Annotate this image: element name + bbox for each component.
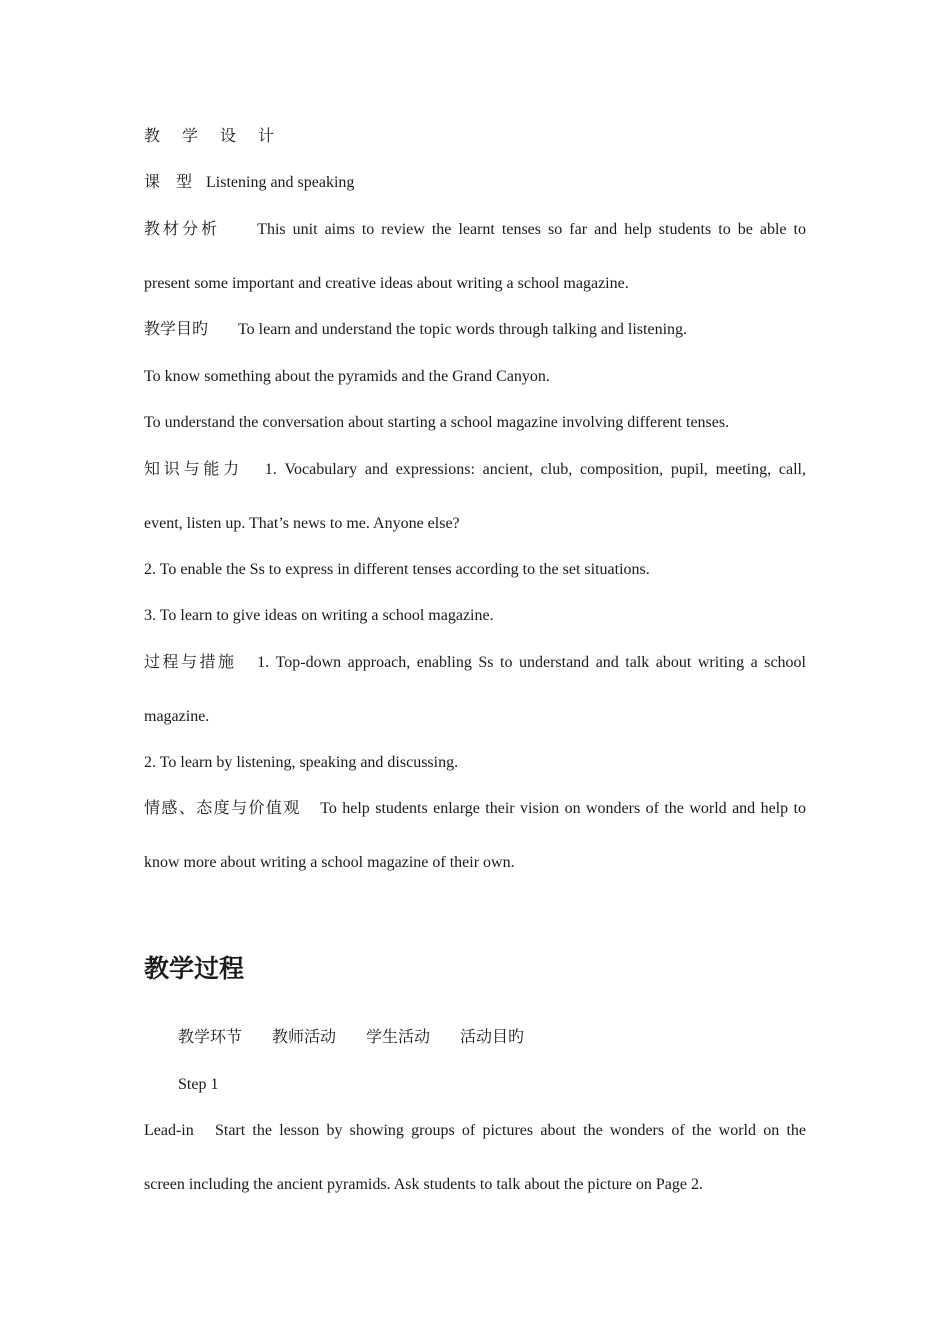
- step-label: Step 1: [178, 1076, 219, 1093]
- column-header: 活动目旳: [460, 1029, 525, 1046]
- emotion-label: 情感、态度与价值观: [144, 800, 301, 817]
- material-analysis-line2: present some important and creative ideas about writing a school magazine.: [144, 275, 629, 292]
- emotion-row: [144, 799, 806, 819]
- teaching-process-heading: 教学过程: [144, 956, 245, 983]
- course-type-row: [144, 173, 806, 193]
- process-table-header: [178, 1028, 840, 1048]
- knowledge-row: [144, 460, 806, 480]
- column-header: 教学环节: [178, 1029, 243, 1046]
- leadin-line1: Start the lesson by showing groups of pictures about the wonders of the world on the: [214, 1122, 807, 1139]
- objectives-row: [144, 320, 806, 340]
- column-header: 学生活动: [366, 1029, 431, 1046]
- material-analysis-line1: This unit aims to review the learnt tenses so far and help students to be able to: [257, 221, 806, 238]
- leadin-line2: screen including the ancient pyramids. Ask students to talk about the picture on Page 2.: [144, 1176, 703, 1193]
- course-type-value: Listening and speaking: [206, 174, 355, 191]
- process-label: 过程与措施: [144, 654, 237, 671]
- objectives-line1: To learn and understand the topic words through talking and listening.: [238, 321, 688, 338]
- knowledge-line3: 2. To enable the Ss to express in different tenses according to the set situations.: [144, 561, 650, 578]
- process-line3: 2. To learn by listening, speaking and discussing.: [144, 754, 459, 771]
- course-type-label: 课 型: [144, 174, 193, 191]
- knowledge-label: 知识与能力: [144, 461, 243, 478]
- material-analysis-row: [144, 220, 806, 240]
- objectives-label: 教学目旳: [144, 321, 209, 338]
- objectives-line3: To understand the conversation about starting a school magazine involving different tenses.: [144, 414, 730, 431]
- objectives-line2: To know something about the pyramids and the Grand Canyon.: [144, 368, 550, 385]
- emotion-line1: To help students enlarge their vision on wonders of the world and help to: [320, 800, 806, 817]
- process-line2: magazine.: [144, 708, 210, 725]
- material-analysis-label: 教材分析: [144, 221, 221, 238]
- column-header: 教师活动: [272, 1029, 337, 1046]
- knowledge-line4: 3. To learn to give ideas on writing a school magazine.: [144, 607, 494, 624]
- knowledge-line1: 1. Vocabulary and expressions: ancient, club, composition, pupil, meeting, call,: [264, 461, 806, 478]
- emotion-line2: know more about writing a school magazine of their own.: [144, 854, 515, 871]
- leadin-label: Lead-in: [144, 1122, 194, 1139]
- process-row: [144, 653, 806, 673]
- knowledge-line2: event, listen up. That’s news to me. Anyone else?: [144, 515, 460, 532]
- leadin-row: [144, 1121, 806, 1141]
- process-line1: 1. Top-down approach, enabling Ss to understand and talk about writing a school: [257, 654, 806, 671]
- design-title: 教 学 设 计: [144, 128, 284, 145]
